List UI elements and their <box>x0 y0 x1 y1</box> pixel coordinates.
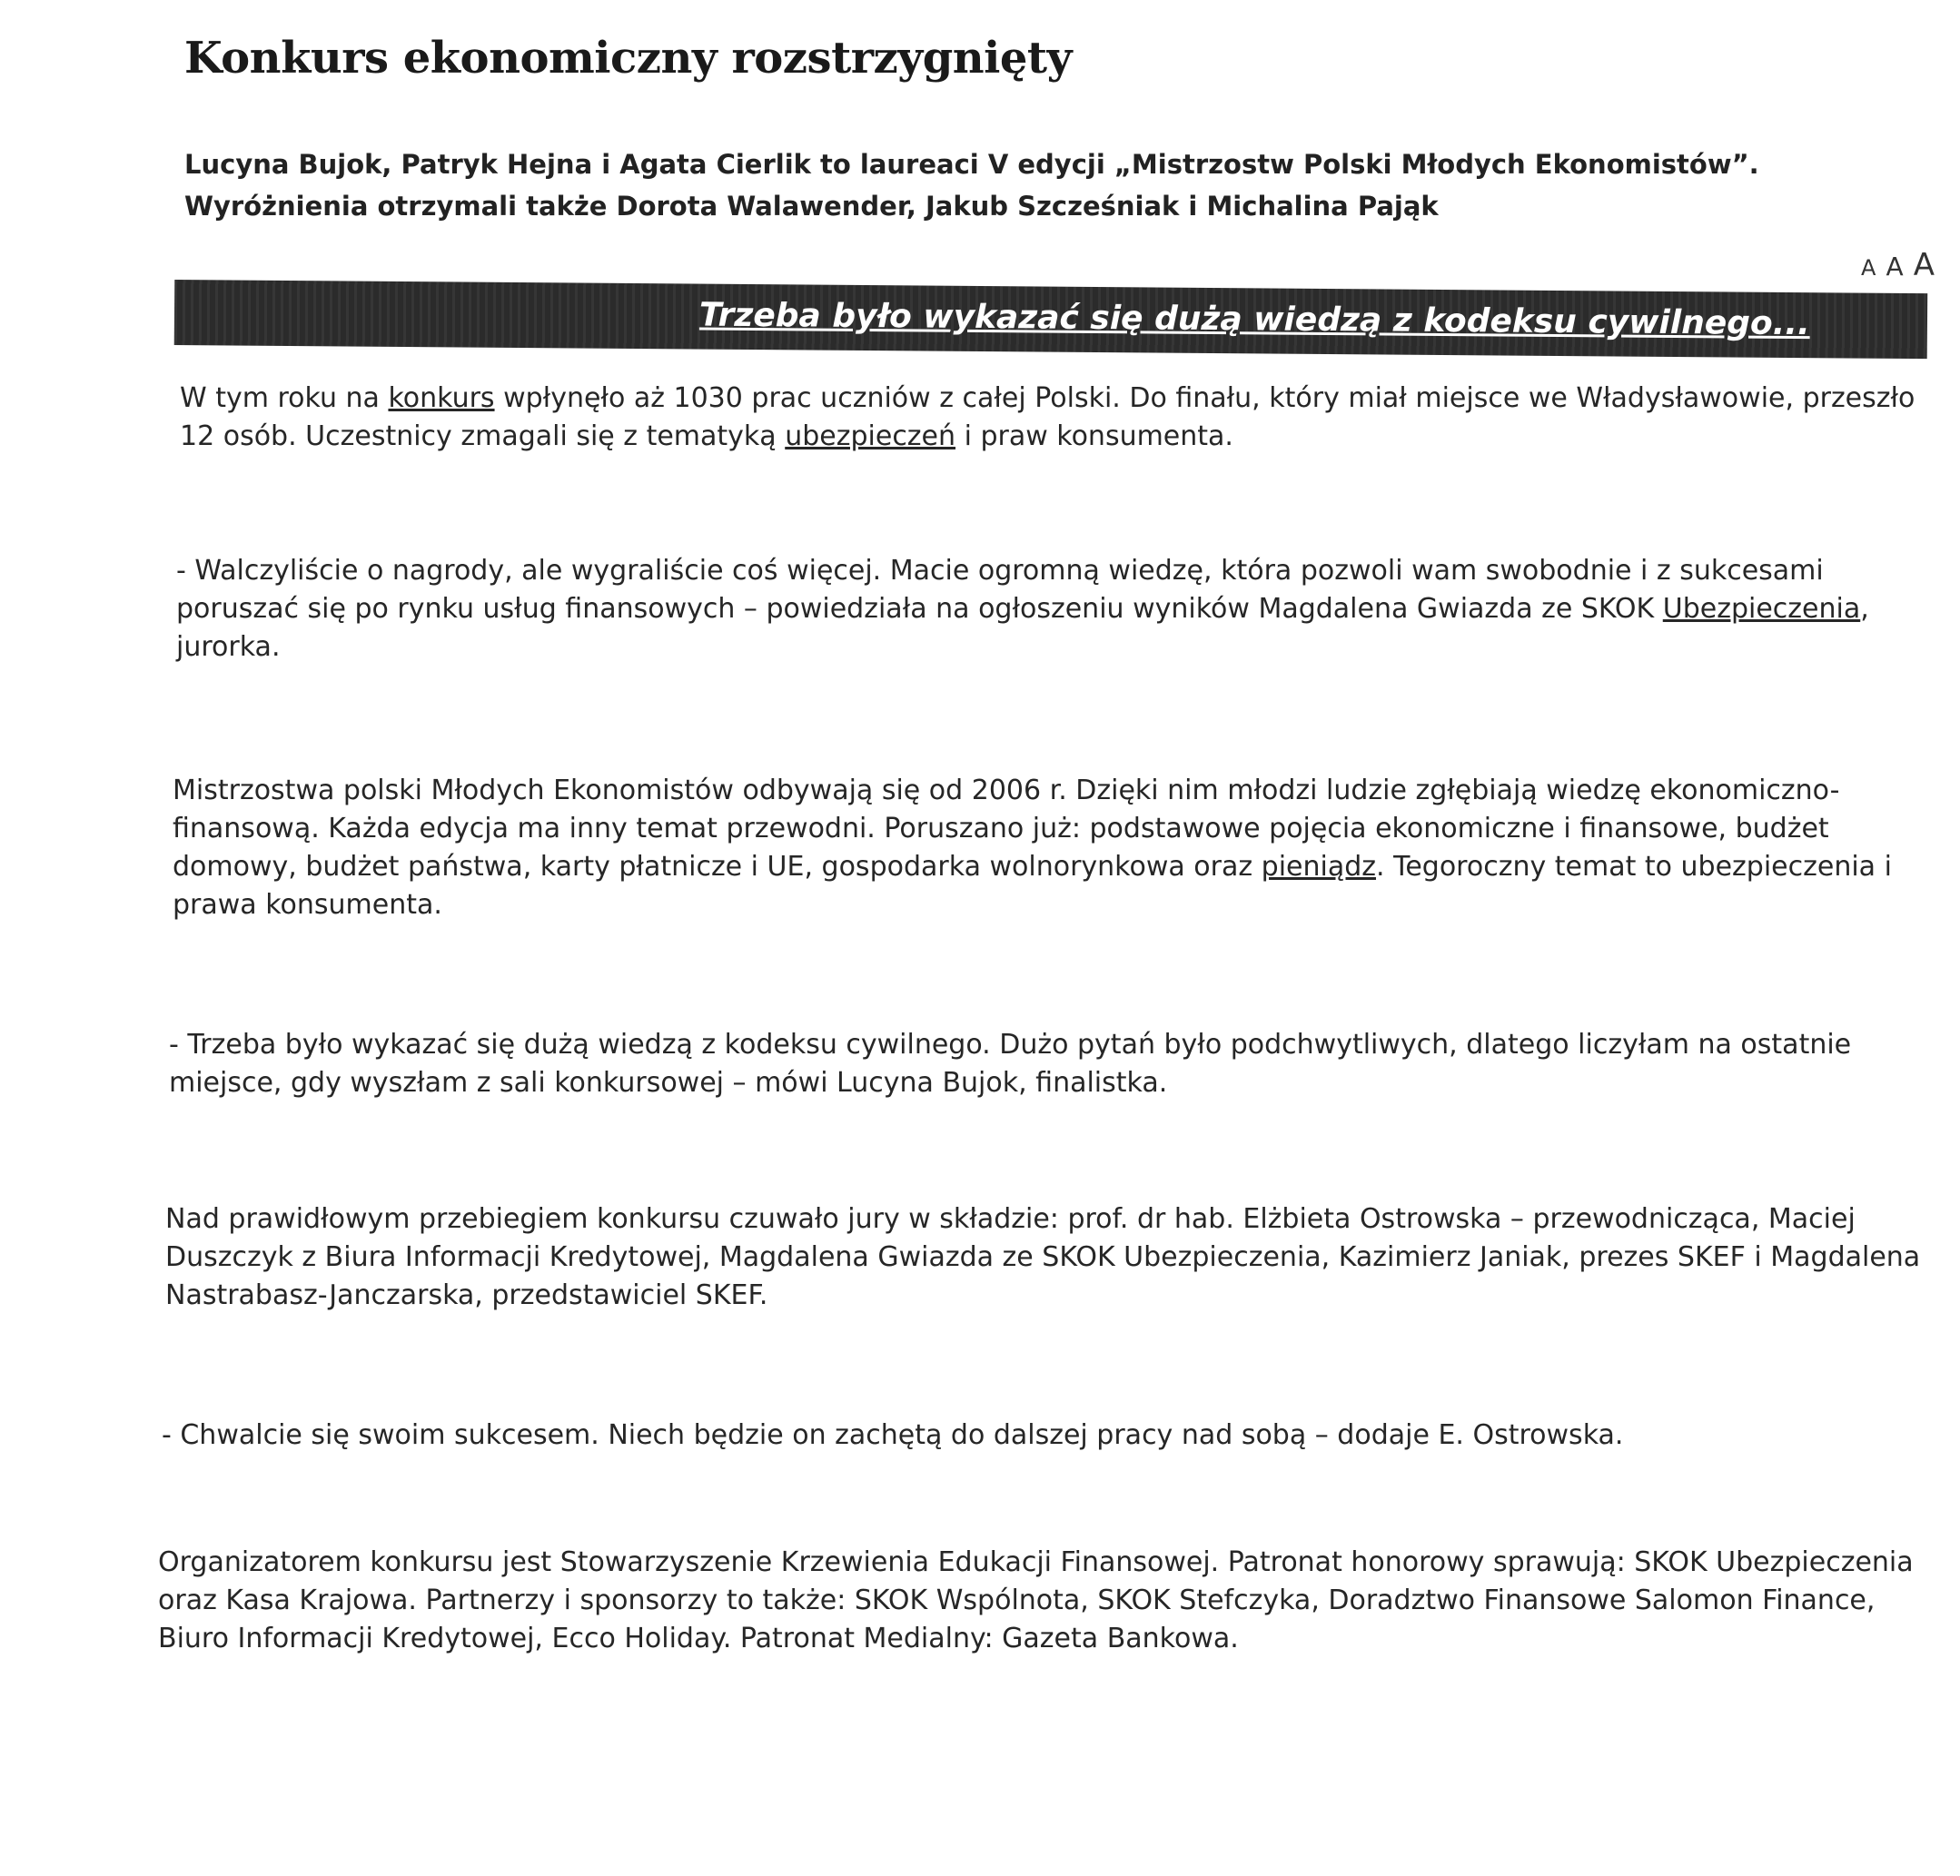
paragraph-3 <box>173 772 1944 924</box>
paragraph-1 <box>180 380 1951 456</box>
paragraph-5: Nad prawidłowym przebiegiem konkursu czuwało jury w składzie: prof. dr hab. Elżbieta Ostrowska – przewodnicząca, Maciej Duszczyk z Biura Informacji Kredytowej, Magdalena Gwiazda ze SKOK Ubezpieczenia, Kazimierz Janiak, prezes SKEF i Magdalena Nastrabasz-Janczarska, przedstawiciel SKEF. <box>165 1203 1921 1311</box>
quote-banner <box>174 280 1928 359</box>
ubezpieczenia-link[interactable]: Ubezpieczenia <box>1662 593 1861 625</box>
font-size-large-button[interactable]: A <box>1913 247 1935 283</box>
ubezpieczen-link[interactable]: ubezpieczeń <box>785 420 956 452</box>
paragraph-4: - Trzeba było wykazać się dużą wiedzą z kodeksu cywilnego. Dużo pytań było podchwytliwych, dlatego liczyłam na ostatnie miejsce, gdy wyszłam z sali konkursowej – mówi Lucyna Bujok, finalistka. <box>169 1029 1852 1099</box>
paragraph-7: Organizatorem konkursu jest Stowarzyszenie Krzewienia Edukacji Finansowej. Patronat honorowy sprawują: SKOK Ubezpieczenia oraz Kasa Krajowa. Partnerzy i sponsorzy to także: SKOK Wspólnota, SKOK Stefczyka, Doradztwo Finansowe Salomon Finance, Biuro Informacji Kredytowej, Ecco Holiday. Patronat Medialny: Gazeta Bankowa. <box>158 1546 1914 1654</box>
paragraph-2 <box>176 552 1947 666</box>
paragraph-1-text-2: wpłynęło aż 1030 prac uczniów z całej Polski. Do finału, który miał miejsce we Władysławowie, przeszło 12 osób. Uczestnicy zmagali się z tematyką <box>180 382 1915 452</box>
paragraph-1-text-1: W tym roku na <box>180 382 389 414</box>
pieniadz-link[interactable]: pieniądz <box>1261 851 1377 883</box>
font-size-controls <box>1856 247 1935 283</box>
paragraph-1-text-3: i praw konsumenta. <box>955 420 1233 452</box>
paragraph-3-text-1: Mistrzostwa polski Młodych Ekonomistów odbywają się od 2006 r. Dzięki nim młodzi ludzie zgłębiają wiedzę ekonomiczno-finansową. Każda edycja ma inny temat przewodni. Poruszano już: podstawowe pojęcia ekonomiczne i finansowe, budżet domowy, budżet państwa, karty płatnicze i UE, gospodarka wolnorynkowa oraz <box>173 775 1840 883</box>
banner-text: Trzeba było wykazać się dużą wiedzą z kodeksu cywilnego... <box>698 296 1810 343</box>
paragraph-2-text-2: , jurorka. <box>176 593 1869 663</box>
article-title: Konkurs ekonomiczny rozstrzygnięty <box>184 33 1072 84</box>
paragraph-2-text-1: - Walczyliście o nagrody, ale wygraliście coś więcej. Macie ogromną wiedzę, która pozwoli wam swobodnie i z sukcesami poruszać się po rynku usług finansowych – powiedziała na ogłoszeniu wyników Magdalena Gwiazda ze SKOK <box>176 555 1824 625</box>
font-size-small-button[interactable]: A <box>1860 255 1876 281</box>
paragraph-3-text-2: . Tegoroczny temat to ubezpieczenia i prawa konsumenta. <box>173 851 1892 921</box>
article-lead: Lucyna Bujok, Patryk Hejna i Agata Cierlik to laureaci V edycji „Mistrzostw Polski Młodych Ekonomistów”. Wyróżnienia otrzymali także Dorota Walawender, Jakub Szcześniak i Michalina Pająk <box>184 149 1759 222</box>
konkurs-link[interactable]: konkurs <box>388 382 495 414</box>
paragraph-6: - Chwalcie się swoim sukcesem. Niech będzie on zachętą do dalszej pracy nad sobą – dodaje E. Ostrowska. <box>162 1419 1624 1451</box>
font-size-medium-button[interactable]: A <box>1886 252 1904 281</box>
